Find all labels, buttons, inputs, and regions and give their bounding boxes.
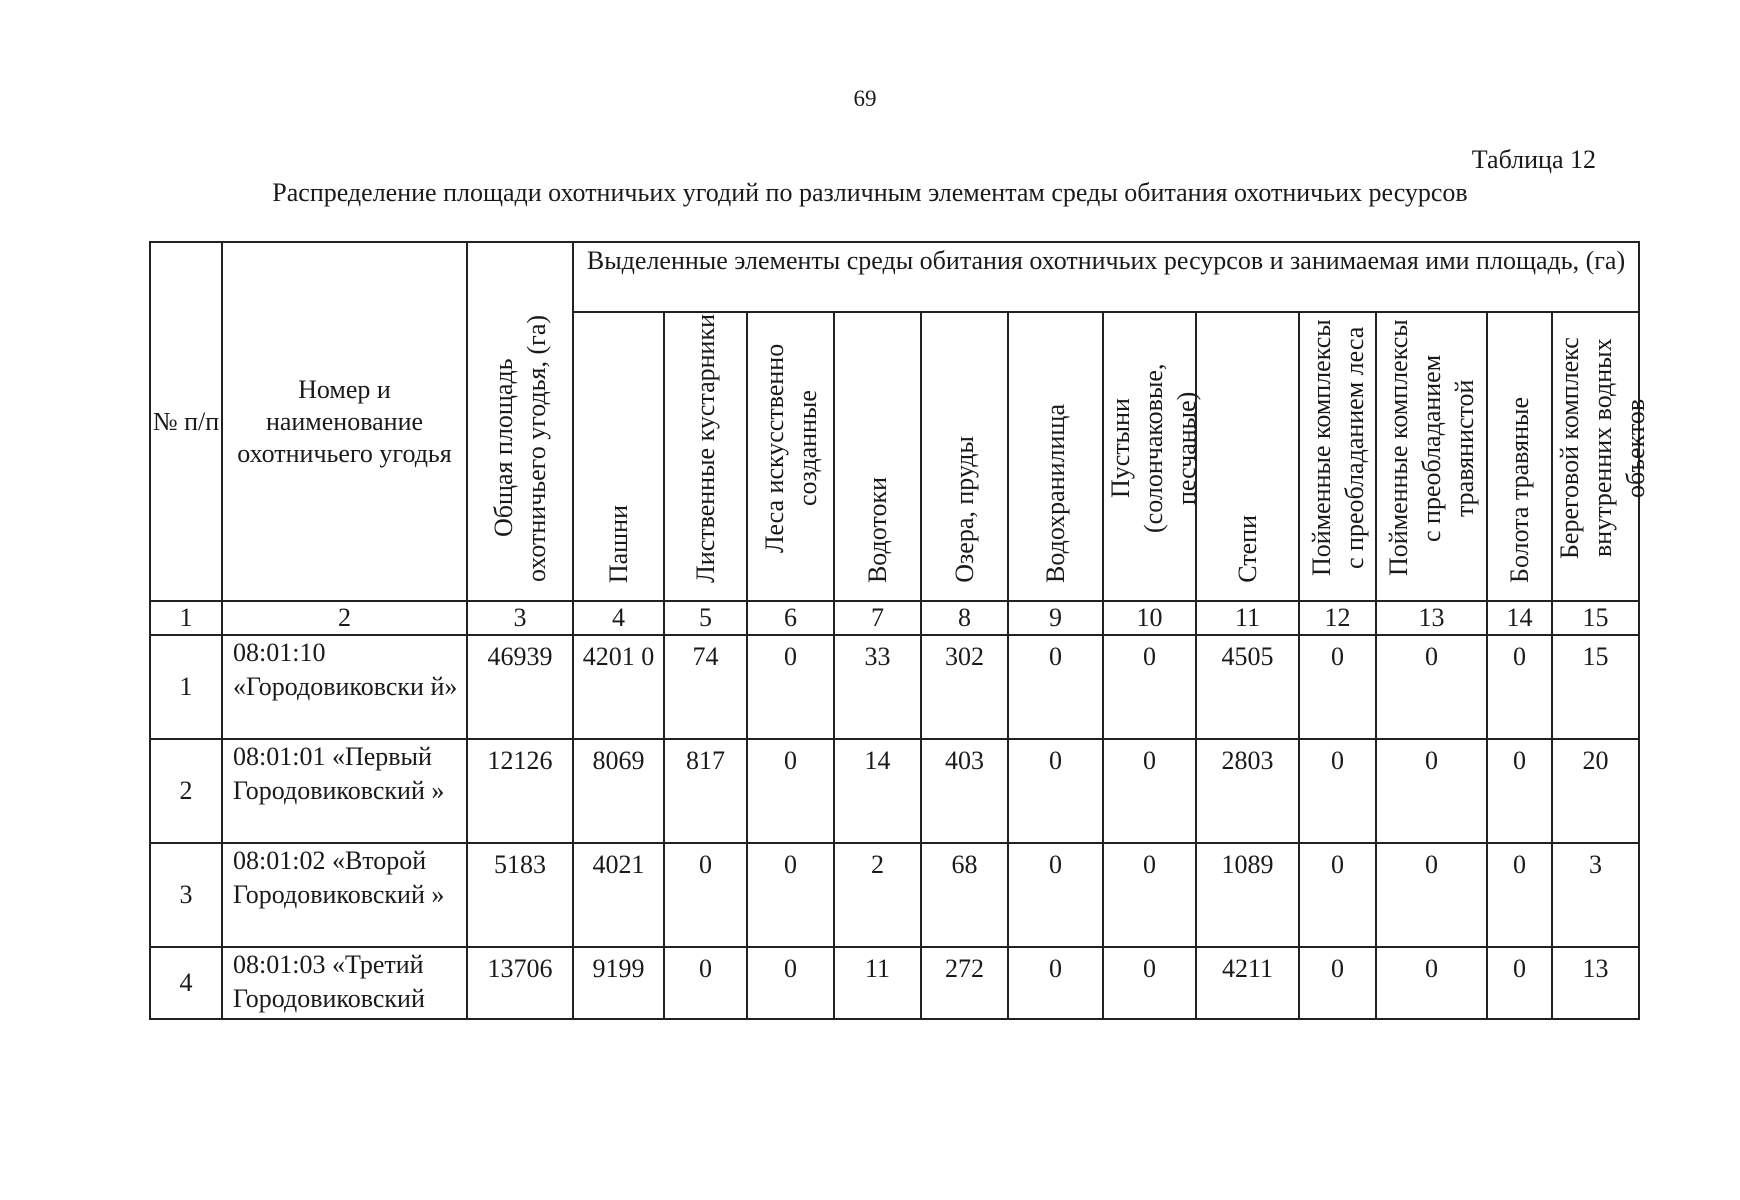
column-number: 12 [1299,601,1376,635]
header-total [467,242,573,601]
cell-value: 0 [1103,947,1196,1019]
cell-value: 0 [747,739,834,843]
cell-value: 0 [1008,739,1103,843]
column-number: 5 [664,601,747,635]
header-element-text: Водохранилища [1041,404,1070,583]
header-element [1196,312,1299,601]
header-element-text: Береговой комплекс внутренних водных объектов [1555,337,1650,559]
cell-value: 14 [834,739,921,843]
cell-value: 0 [1487,635,1552,739]
ground-name: 08:01:03 «Третий Городовиковский [222,947,467,1019]
cell-value: 302 [921,635,1008,739]
cell-value: 8069 [573,739,664,843]
cell-value: 0 [1299,635,1376,739]
table-row [150,843,1639,947]
cell-value: 403 [921,739,1008,843]
header-element [1552,312,1650,601]
header-num: № п/п [150,242,222,601]
cell-value: 11 [834,947,921,1019]
header-total-text: Общая площадь охотничьего угодья, (га) [489,314,551,582]
table-label: Таблица 12 [1471,145,1596,174]
cell-value: 4505 [1196,635,1299,739]
cell-value: 12126 [467,739,573,843]
cell-value: 15 [1552,635,1639,739]
header-element-text: Леса искусственно созданные [759,343,822,553]
cell-value: 33 [834,635,921,739]
cell-value: 68 [921,843,1008,947]
column-number: 10 [1103,601,1196,635]
header-name: Номер и наименование охотничьего угодья [222,242,467,601]
cell-value: 0 [1103,843,1196,947]
column-number: 9 [1008,601,1103,635]
cell-value: 0 [1299,843,1376,947]
column-number: 13 [1376,601,1487,635]
column-number: 15 [1552,601,1639,635]
header-element-text: Пашни [604,504,633,583]
cell-value: 4021 [573,843,664,947]
cell-value: 0 [1008,843,1103,947]
cell-value: 0 [664,947,747,1019]
header-element [1008,312,1103,601]
cell-value: 46939 [467,635,573,739]
cell-value: 2803 [1196,739,1299,843]
header-element [664,312,747,601]
table-row [150,635,1639,739]
header-element-text: Болота травяные [1505,397,1534,583]
header-element-text: Озера, пруды [950,436,979,583]
cell-value: 9199 [573,947,664,1019]
cell-value: 2 [834,843,921,947]
table-row [150,739,1639,843]
cell-value: 0 [747,843,834,947]
column-number: 11 [1196,601,1299,635]
cell-value: 4211 [1196,947,1299,1019]
cell-value: 0 [1376,635,1487,739]
cell-value: 0 [747,947,834,1019]
cell-value: 0 [1376,843,1487,947]
column-number: 2 [222,601,467,635]
cell-value: 0 [1487,947,1552,1019]
cell-value: 0 [1008,635,1103,739]
cell-value: 0 [1299,739,1376,843]
table-title: Распределение площади охотничьих угодий по различным элементам среды обитания охотничьих ресурсов [272,178,1468,207]
header-element [1299,312,1376,601]
cell-value: 0 [1103,739,1196,843]
row-number: 2 [150,739,222,843]
habitat-table [149,241,1650,1020]
header-element [921,312,1008,601]
header-element-text: Пойменные комплексы с преобладанием травянистой [1384,319,1479,577]
ground-name: 08:01:10 «Городовиковски й» [222,635,467,739]
cell-value: 0 [1487,739,1552,843]
column-number-row [150,601,1639,635]
header-element-text: Пустыни (солончаковые, песчаные) [1106,363,1201,533]
cell-value: 0 [1376,947,1487,1019]
header-element [1487,312,1552,601]
column-number: 14 [1487,601,1552,635]
header-element [747,312,834,601]
header-group: Выделенные элементы среды обитания охотничьих ресурсов и занимаемая ими площадь, (га) [573,242,1639,312]
cell-value: 13706 [467,947,573,1019]
column-number: 7 [834,601,921,635]
cell-value: 272 [921,947,1008,1019]
ground-name: 08:01:01 «Первый Городовиковский » [222,739,467,843]
row-number: 1 [150,635,222,739]
header-element [1103,312,1201,601]
cell-value: 20 [1552,739,1639,843]
cell-value: 0 [1487,843,1552,947]
page-number: 69 [853,86,877,111]
cell-value: 3 [1552,843,1639,947]
header-element-text: Степи [1233,515,1262,583]
header-element [573,312,664,601]
header-element [1376,312,1487,601]
table-row [150,947,1639,1019]
column-number: 8 [921,601,1008,635]
ground-name: 08:01:02 «Второй Городовиковский » [222,843,467,947]
cell-value: 0 [1103,635,1196,739]
cell-value: 13 [1552,947,1639,1019]
cell-value: 74 [664,635,747,739]
cell-value: 0 [1299,947,1376,1019]
cell-value: 5183 [467,843,573,947]
cell-value: 4201 0 [573,635,664,739]
cell-value: 0 [1008,947,1103,1019]
cell-value: 0 [747,635,834,739]
cell-value: 0 [664,843,747,947]
column-number: 4 [573,601,664,635]
header-element-text: Водотоки [863,476,892,583]
header-element-text: Пойменные комплексы с преобладанием леса [1306,319,1369,577]
column-number: 6 [747,601,834,635]
header-element [834,312,921,601]
cell-value: 1089 [1196,843,1299,947]
cell-value: 0 [1376,739,1487,843]
header-element-text: Лиственные кустарники [691,314,720,583]
column-number: 1 [150,601,222,635]
row-number: 4 [150,947,222,1019]
column-number: 3 [467,601,573,635]
cell-value: 817 [664,739,747,843]
row-number: 3 [150,843,222,947]
